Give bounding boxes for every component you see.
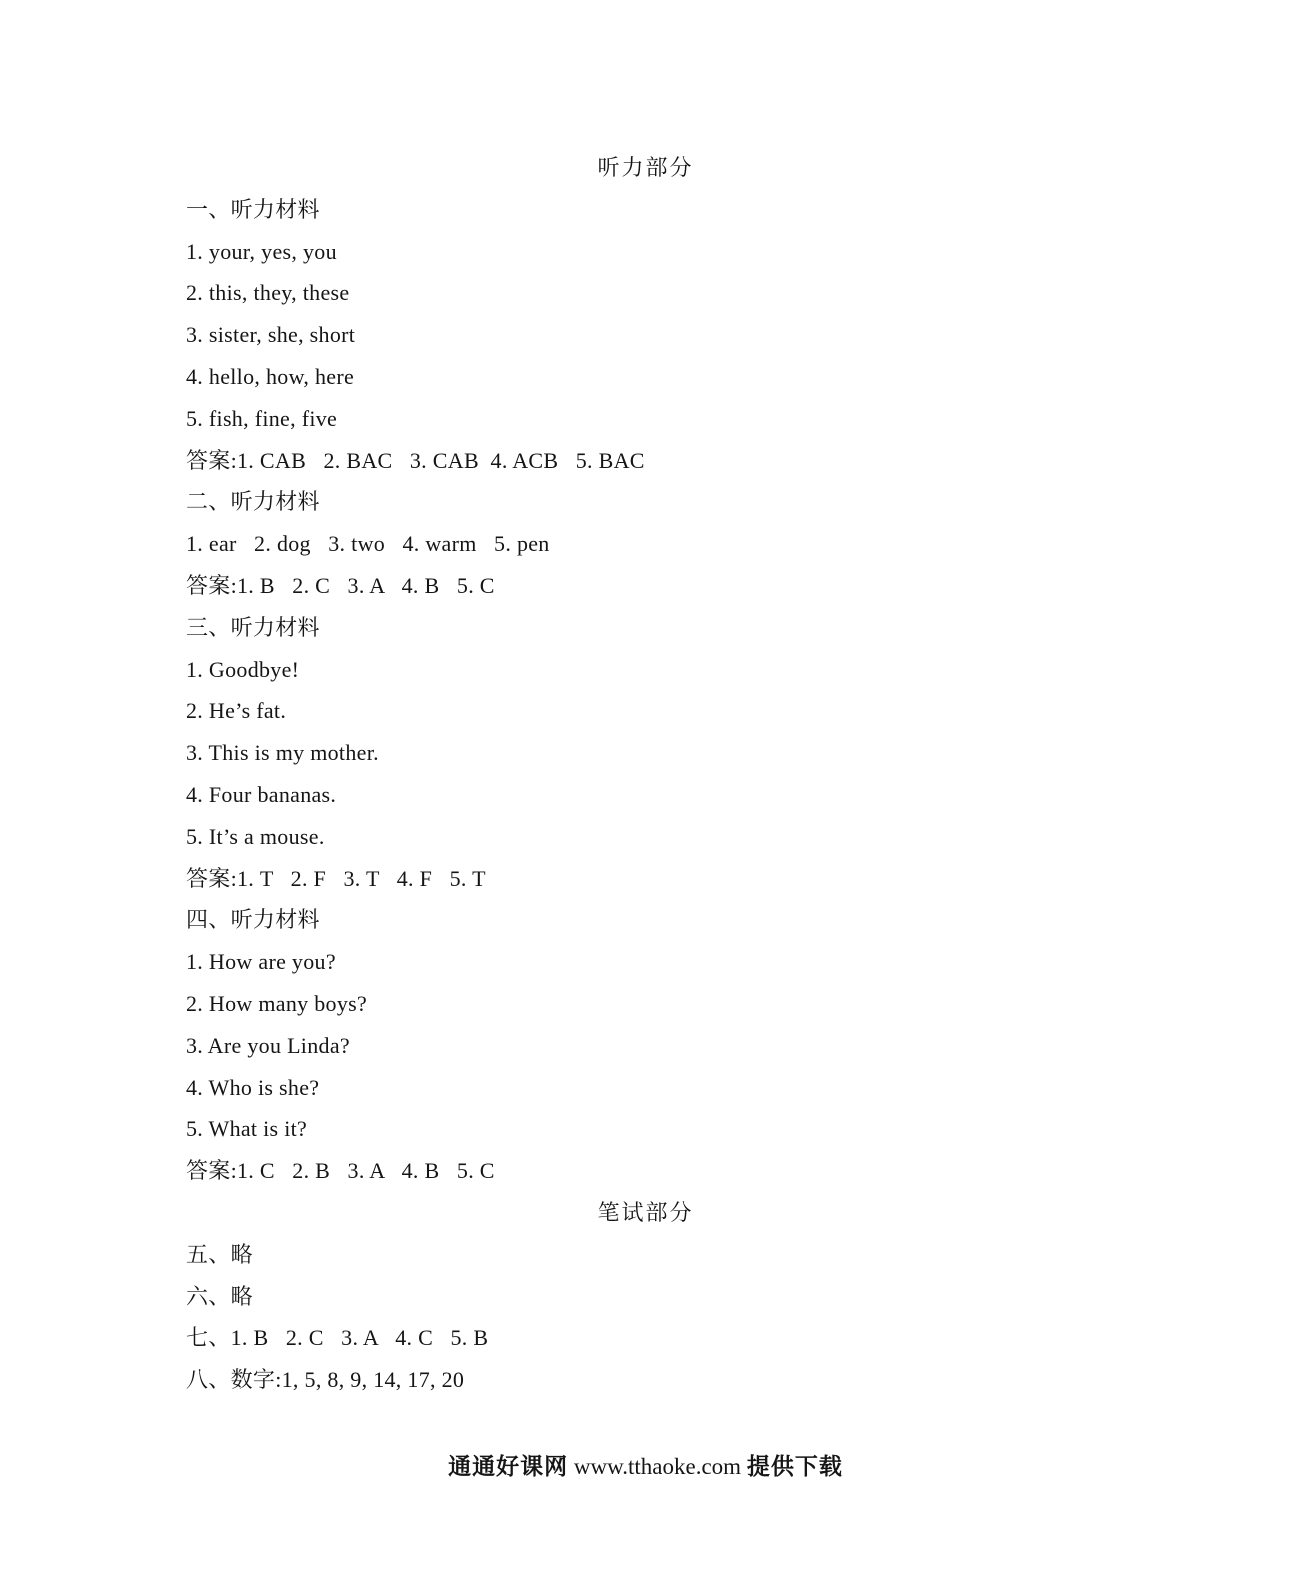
document-line: 六、略: [186, 1283, 253, 1309]
document-line: 3. This is my mother.: [186, 740, 379, 766]
listening-section-lines: [0, 189, 1291, 1192]
document-line: 答案:1. C 2. B 3. A 4. B 5. C: [186, 1158, 495, 1184]
document-line: 1. Goodbye!: [186, 656, 300, 682]
document-line: 2. How many boys?: [186, 990, 368, 1016]
document-line: 答案:1. CAB 2. BAC 3. CAB 4. ACB 5. BAC: [186, 447, 645, 473]
document-line: 答案:1. T 2. F 3. T 4. F 5. T: [186, 865, 486, 891]
document-line: 4. hello, how, here: [186, 363, 355, 389]
page-footer: [0, 1451, 1291, 1483]
listening-section-title: 听力部分: [597, 155, 694, 180]
footer-site-url: www.tthaoke.com: [573, 1454, 742, 1479]
footer-download-label: 提供下载: [746, 1454, 843, 1479]
document-line: 答案:1. B 2. C 3. A 4. B 5. C: [186, 572, 495, 598]
document-line: 2. this, they, these: [186, 280, 350, 306]
footer-site-name: 通通好课网: [448, 1454, 569, 1479]
document-line: 八、数字:1, 5, 8, 9, 14, 17, 20: [186, 1367, 465, 1393]
answer-key-content: [0, 147, 1291, 1401]
document-line: 4. Who is she?: [186, 1074, 320, 1100]
document-line: 七、1. B 2. C 3. A 4. C 5. B: [186, 1325, 489, 1351]
document-line: 5. It’s a mouse.: [186, 823, 325, 849]
document-line: 1. your, yes, you: [186, 238, 337, 264]
document-line: 二、听力材料: [186, 489, 320, 515]
document-line: 4. Four bananas.: [186, 781, 337, 807]
written-section-title: 笔试部分: [597, 1199, 694, 1225]
document-line: 三、听力材料: [186, 614, 320, 640]
document-line: 五、略: [186, 1241, 253, 1267]
document-line: 2. He’s fat.: [186, 698, 287, 724]
document-line: 5. fish, fine, five: [186, 405, 338, 431]
document-line: 3. sister, she, short: [186, 322, 356, 348]
document-line: 5. What is it?: [186, 1116, 308, 1142]
document-line: 3. Are you Linda?: [186, 1032, 350, 1058]
document-line: 1. ear 2. dog 3. two 4. warm 5. pen: [186, 531, 550, 557]
document-line: 一、听力材料: [186, 196, 320, 222]
written-section-lines: [0, 1234, 1291, 1401]
document-line: 1. How are you?: [186, 949, 336, 975]
document-line: 四、听力材料: [186, 907, 320, 933]
